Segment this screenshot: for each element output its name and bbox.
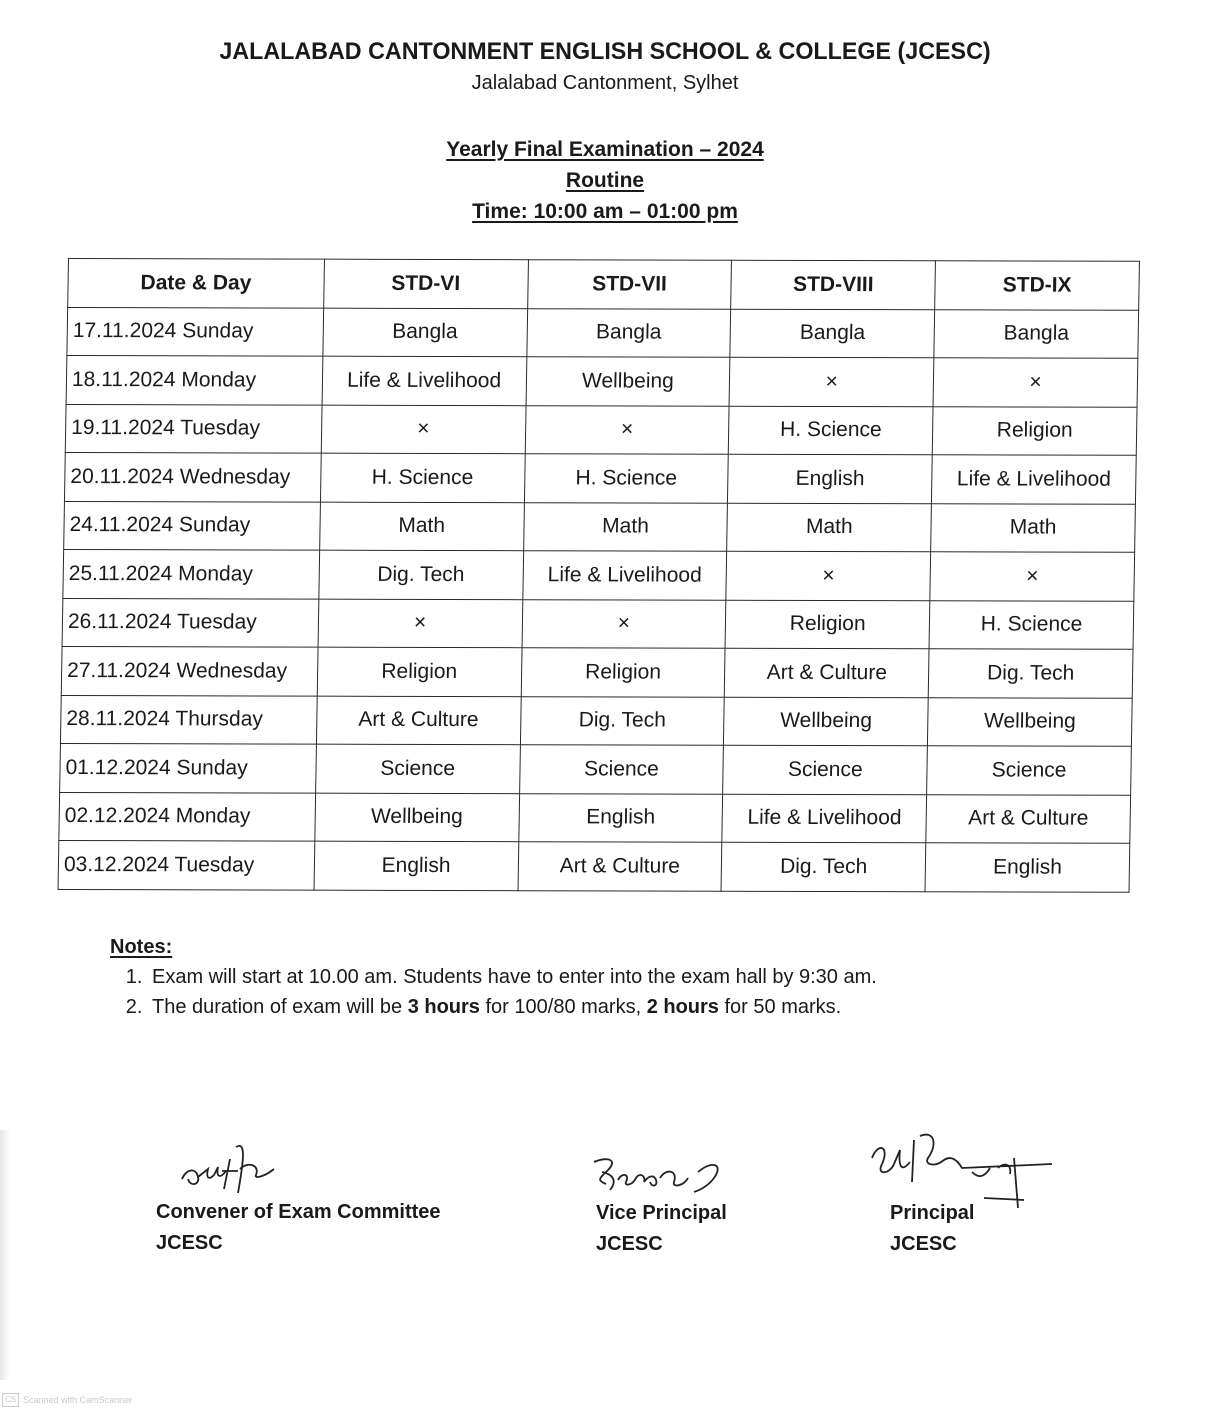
subject-cell: Life & Livelihood — [932, 455, 1137, 504]
subject-cell: Religion — [725, 600, 930, 649]
column-header-date: Date & Day — [68, 259, 325, 308]
table-body — [58, 307, 1139, 892]
date-day-cell: 03.12.2024 Tuesday — [58, 840, 315, 889]
notes-title: Notes: — [110, 936, 173, 958]
no-exam-cross-icon: × — [726, 551, 931, 600]
no-exam-cross-icon: × — [930, 552, 1135, 601]
date-day-cell: 19.11.2024 Tuesday — [65, 404, 322, 453]
subject-cell: English — [314, 841, 519, 890]
table-row — [64, 501, 1136, 552]
signature-org: JCESC — [156, 1232, 223, 1254]
table-row — [58, 840, 1130, 891]
school-location: Jalalabad Cantonment, Sylhet — [471, 72, 739, 94]
subject-cell: Art & Culture — [316, 696, 521, 745]
no-exam-cross-icon: × — [522, 599, 727, 648]
exam-time: Time: 10:00 am – 01:00 pm — [472, 200, 738, 223]
date-day-cell: 26.11.2024 Tuesday — [62, 598, 319, 647]
date-day-cell: 24.11.2024 Sunday — [64, 501, 321, 550]
subject-cell: Religion — [521, 648, 726, 697]
subject-cell: Art & Culture — [518, 842, 723, 891]
subject-cell: Life & Livelihood — [522, 551, 727, 600]
notes-section — [110, 932, 877, 1022]
note-text: Exam will start at 10.00 am. Students have to enter into the exam hall by 9:30 am. — [152, 966, 877, 988]
subject-cell: Science — [315, 744, 520, 793]
subject-cell: English — [728, 454, 933, 503]
watermark-text: Scanned with CamScanner — [23, 1395, 133, 1405]
table-header-row — [68, 259, 1140, 310]
date-day-cell: 18.11.2024 Monday — [66, 356, 323, 405]
table-row — [61, 647, 1133, 698]
table-row — [62, 598, 1134, 649]
subject-cell: Math — [319, 502, 524, 551]
table-row — [67, 307, 1139, 358]
signature-principal — [890, 1198, 974, 1260]
subject-cell: English — [925, 843, 1130, 892]
exam-title-block — [0, 134, 1210, 227]
subject-cell: Math — [523, 502, 728, 551]
subject-cell: Science — [519, 745, 724, 794]
date-day-cell: 27.11.2024 Wednesday — [61, 647, 318, 696]
note-emphasis: 3 hours — [407, 996, 480, 1018]
table-row — [59, 792, 1131, 843]
subject-cell: Dig. Tech — [319, 550, 524, 599]
subject-cell: Religion — [317, 647, 522, 696]
column-header-std-vii: STD-VII — [527, 260, 732, 309]
signature-convener — [156, 1197, 441, 1259]
signature-role: Principal — [890, 1202, 975, 1224]
no-exam-cross-icon: × — [318, 599, 523, 648]
table-row — [64, 453, 1136, 504]
table-row — [65, 404, 1137, 455]
subject-cell: English — [518, 793, 723, 842]
subject-cell: Science — [723, 745, 928, 794]
note-emphasis: 2 hours — [646, 996, 719, 1018]
no-exam-cross-icon: × — [525, 405, 730, 454]
subject-cell: Bangla — [934, 309, 1139, 358]
subject-cell: Wellbeing — [724, 697, 929, 746]
subject-cell: Religion — [932, 406, 1137, 455]
subject-cell: Life & Livelihood — [322, 356, 527, 405]
subject-cell: Bangla — [730, 309, 935, 358]
signature-vice-principal — [596, 1198, 727, 1260]
exam-title: Yearly Final Examination – 2024 — [446, 138, 764, 161]
scan-edge-shadow — [0, 1130, 10, 1380]
no-exam-cross-icon: × — [321, 405, 526, 454]
signature-role: Convener of Exam Committee — [156, 1201, 441, 1223]
subject-cell: Art & Culture — [725, 648, 930, 697]
subject-cell: Wellbeing — [526, 357, 731, 406]
note-text: for 50 marks. — [718, 996, 842, 1018]
note-item — [148, 962, 877, 992]
date-day-cell: 28.11.2024 Thursday — [60, 695, 317, 744]
subject-cell: Math — [931, 503, 1136, 552]
table-row — [66, 356, 1138, 407]
subject-cell: Bangla — [323, 308, 528, 357]
scanner-watermark — [2, 1393, 132, 1407]
column-header-std-ix: STD-IX — [935, 261, 1140, 310]
signature-org: JCESC — [890, 1233, 957, 1255]
subject-cell: Art & Culture — [926, 794, 1131, 843]
note-text: for 100/80 marks, — [479, 996, 647, 1018]
subject-cell: H. Science — [524, 454, 729, 503]
subject-cell: Math — [727, 503, 932, 552]
signature-role: Vice Principal — [596, 1202, 727, 1224]
subject-cell: Dig. Tech — [721, 842, 926, 891]
exam-subtitle: Routine — [565, 169, 645, 192]
school-name: JALALABAD CANTONMENT ENGLISH SCHOOL & COLLEGE (JCESC) — [219, 38, 991, 65]
handwritten-signature-icon — [588, 1150, 748, 1200]
subject-cell: Life & Livelihood — [722, 794, 927, 843]
note-item — [148, 992, 877, 1022]
date-day-cell: 01.12.2024 Sunday — [60, 743, 317, 792]
subject-cell: Wellbeing — [928, 697, 1133, 746]
subject-cell: H. Science — [729, 406, 934, 455]
subject-cell: Bangla — [526, 308, 731, 357]
table-row — [60, 743, 1132, 794]
date-day-cell: 17.11.2024 Sunday — [67, 307, 324, 356]
date-day-cell: 25.11.2024 Monday — [63, 550, 320, 599]
subject-cell: Dig. Tech — [928, 649, 1133, 698]
column-header-std-vi: STD-VI — [323, 259, 528, 308]
subject-cell: H. Science — [929, 600, 1134, 649]
handwritten-signature-icon — [174, 1139, 304, 1199]
date-day-cell: 02.12.2024 Monday — [59, 792, 316, 841]
table-row — [63, 550, 1135, 601]
subject-cell: Science — [927, 746, 1132, 795]
table-row — [60, 695, 1132, 746]
date-day-cell: 20.11.2024 Wednesday — [64, 453, 321, 502]
subject-cell: Wellbeing — [315, 793, 520, 842]
camscanner-logo-icon: CS — [2, 1393, 19, 1407]
no-exam-cross-icon: × — [933, 358, 1138, 407]
subject-cell: Dig. Tech — [520, 696, 725, 745]
routine-table — [58, 258, 1140, 892]
no-exam-cross-icon: × — [729, 357, 934, 406]
column-header-std-viii: STD-VIII — [731, 260, 936, 309]
signature-org: JCESC — [596, 1233, 663, 1255]
document-header — [0, 38, 1210, 95]
notes-list — [110, 962, 877, 1022]
subject-cell: H. Science — [320, 453, 525, 502]
note-text: The duration of exam will be — [152, 996, 408, 1018]
